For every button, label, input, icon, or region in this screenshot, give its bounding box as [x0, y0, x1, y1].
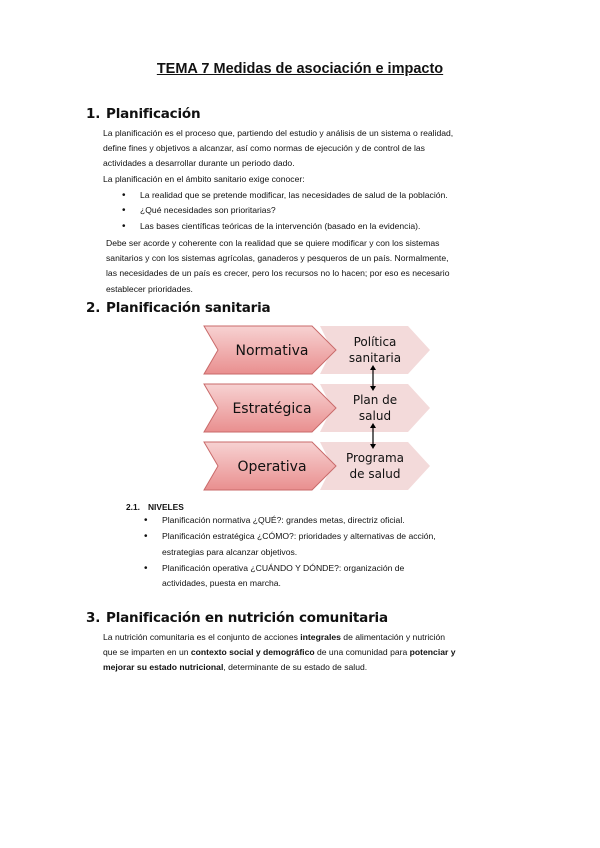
bold-text-run: mejorar su estado nutricional — [103, 662, 224, 673]
section-1-number: 1. — [86, 106, 101, 122]
subsection-2-1-heading — [126, 502, 184, 512]
section-3-number: 3. — [86, 610, 101, 626]
list-item: • Las bases científicas teóricas de la intervención (basado en la evidencia). — [122, 219, 448, 234]
paragraph-line: las necesidades de un país es crecer, pero los recursos no lo hacen; por eso es necesario — [106, 268, 450, 279]
list-item: • ¿Qué necesidades son prioritarias? — [122, 203, 448, 218]
text-run: La nutrición comunitaria es el conjunto de acciones — [103, 632, 301, 642]
double-arrow-icon — [370, 423, 376, 449]
list-item-line: estrategias para alcanzar objetivos. — [162, 546, 298, 557]
text-run: de una comunidad para — [314, 647, 410, 658]
output-label-line: Política — [353, 335, 397, 349]
output-label-line: Plan de — [352, 393, 398, 407]
section-1-bullet-list — [122, 188, 448, 234]
paragraph-line — [103, 660, 513, 675]
paragraph-line: La planificación es el proceso que, partiendo del estudio y análisis de un sistema o realidad, — [103, 128, 454, 138]
section-1-after-paragraph — [106, 236, 526, 297]
bold-text-run: integrales — [300, 632, 341, 642]
planning-levels-diagram — [202, 320, 434, 492]
section-2-title: Planificación sanitaria — [106, 300, 271, 316]
section-1-heading — [86, 106, 200, 122]
list-item — [144, 513, 504, 528]
level-label: Operativa — [237, 459, 307, 475]
list-item — [144, 529, 504, 560]
level-label: Estratégica — [232, 401, 312, 417]
page-title: TEMA 7 Medidas de asociación e impacto — [156, 61, 444, 77]
paragraph-line — [103, 645, 513, 660]
subsection-number: 2.1. — [126, 502, 140, 512]
paragraph-line: establecer prioridades. — [106, 283, 193, 294]
section-2-number: 2. — [86, 300, 101, 316]
paragraph-line: sanitarios y con los sistemas agrícolas, ganaderos y pesqueros de un país. Normalmente, — [106, 253, 449, 264]
output-label-line: sanitaria — [348, 351, 402, 365]
paragraph-line: La planificación en el ámbito sanitario exige conocer: — [103, 173, 305, 184]
paragraph-line: define fines y objetivos a alcanzar, así como normas de ejecución y de control de las — [103, 143, 425, 154]
niveles-bullet-list — [144, 513, 504, 591]
output-label-line: Programa — [346, 451, 404, 465]
section-1-title: Planificación — [106, 106, 201, 122]
section-1-paragraph — [103, 126, 523, 187]
list-item-line: • Planificación operativa ¿CUÁNDO Y DÓNDE?: organización de — [162, 562, 405, 573]
section-3-heading — [86, 610, 388, 626]
section-3-paragraph — [103, 630, 513, 676]
paragraph-line: Debe ser acorde y coherente con la realidad que se quiere modificar y con los sistemas — [106, 238, 440, 248]
subsection-title: NIVELES — [148, 502, 184, 512]
list-item-line: • Planificación normativa ¿QUÉ?: grandes metas, directriz oficial. — [162, 515, 405, 525]
list-item — [144, 561, 504, 592]
paragraph-line — [103, 630, 513, 645]
section-2-heading — [86, 300, 270, 316]
list-item-line: • Planificación estratégica ¿CÓMO?: prioridades y alternativas de acción, — [162, 531, 436, 542]
bold-text-run: contexto social y demográfico — [190, 647, 315, 658]
text-run: de alimentación y nutrición — [340, 632, 446, 642]
list-item: • La realidad que se pretende modificar, las necesidades de salud de la población. — [122, 188, 448, 203]
bold-text-run: potenciar y — [409, 647, 456, 658]
level-label: Normativa — [235, 343, 309, 359]
double-arrow-icon — [370, 365, 376, 391]
text-run: , determinante de su estado de salud. — [223, 662, 368, 673]
text-run: que se imparten en un — [103, 647, 191, 658]
output-label-line: salud — [358, 409, 392, 423]
output-label-line: de salud — [349, 467, 401, 481]
list-item-line: actividades, puesta en marcha. — [162, 578, 281, 589]
section-3-title: Planificación en nutrición comunitaria — [106, 610, 388, 626]
paragraph-line: actividades a desarrollar durante un periodo dado. — [103, 158, 295, 169]
